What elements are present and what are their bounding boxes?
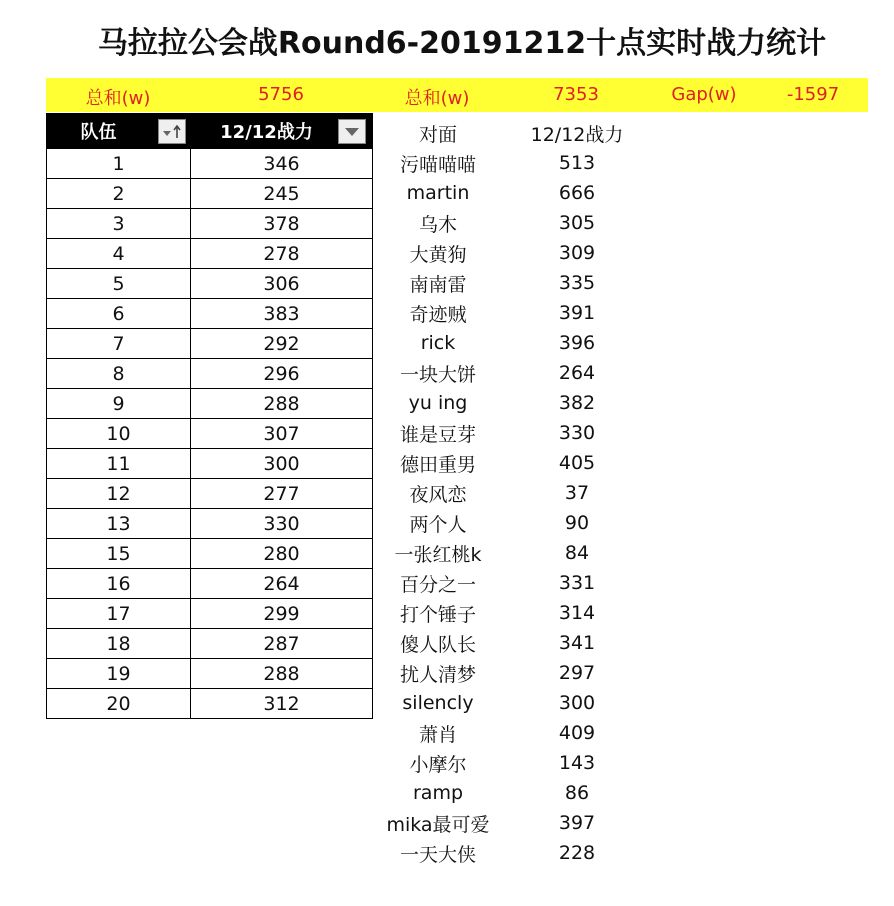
- opponent-power: 341: [558, 632, 596, 654]
- opponent-list: [374, 148, 652, 868]
- opponent-power: 90: [564, 512, 590, 534]
- team-power-cell: 278: [191, 239, 373, 269]
- sort-filter-icon-glyph: [162, 125, 182, 139]
- team-power-cell: 330: [191, 509, 373, 539]
- table-row: [47, 299, 373, 329]
- team-number-cell: 12: [47, 479, 191, 509]
- table-header-row: [47, 114, 373, 149]
- list-item: [374, 478, 652, 508]
- header-power: [191, 114, 373, 149]
- opponent-name: 扰人清梦: [399, 663, 476, 686]
- list-item: [374, 568, 652, 598]
- team-power-cell: 292: [191, 329, 373, 359]
- team-number-cell: 5: [47, 269, 191, 299]
- opponent-name: 南南雷: [409, 273, 467, 296]
- opponent-name: 打个锤子: [399, 603, 476, 626]
- opponent-name: 萧肖: [418, 723, 457, 746]
- list-item: [374, 328, 652, 358]
- team-power-cell: 245: [191, 179, 373, 209]
- team-number-cell: 11: [47, 449, 191, 479]
- header-team: [47, 114, 191, 149]
- opponent-power: 309: [558, 242, 596, 264]
- opponent-name: 小摩尔: [409, 753, 467, 776]
- opponent-power: 331: [558, 572, 596, 594]
- opponent-name: mika最可爱: [386, 813, 490, 836]
- team-power-cell: 280: [191, 539, 373, 569]
- opponent-name: 大黄狗: [409, 243, 467, 266]
- opponent-power: 264: [558, 362, 596, 384]
- team-number-cell: 10: [47, 419, 191, 449]
- team-number-cell: 1: [47, 149, 191, 179]
- opponent-power: 305: [558, 212, 596, 234]
- opponent-power: 409: [558, 722, 596, 744]
- filter-dropdown-icon-glyph: [344, 127, 360, 137]
- team-number-cell: 4: [47, 239, 191, 269]
- team-number-cell: 17: [47, 599, 191, 629]
- opponent-header-power: 12/12战力: [530, 124, 624, 146]
- list-item: [374, 388, 652, 418]
- opponent-name: 百分之一: [399, 573, 476, 596]
- list-item: [374, 538, 652, 568]
- table-row: [47, 509, 373, 539]
- table-row: [47, 629, 373, 659]
- table-row: [47, 149, 373, 179]
- opponent-name: 污喵喵喵: [399, 153, 476, 176]
- opponent-power: 396: [558, 332, 596, 354]
- table-row: [47, 479, 373, 509]
- opponent-power: 297: [558, 662, 596, 684]
- team-power-cell: 277: [191, 479, 373, 509]
- opponent-power: 300: [558, 692, 596, 714]
- list-item: [374, 238, 652, 268]
- sort-filter-icon[interactable]: [158, 119, 186, 144]
- table-row: [47, 449, 373, 479]
- list-item: [374, 598, 652, 628]
- opponent-name: rick: [420, 332, 456, 354]
- opponent-power: 143: [558, 752, 596, 774]
- list-item: [374, 748, 652, 778]
- list-item: [374, 178, 652, 208]
- team-power-cell: 288: [191, 659, 373, 689]
- opponent-header-name: 对面: [418, 124, 457, 146]
- total-value-right: 7353: [553, 84, 599, 105]
- opponent-name: 一张红桃k: [394, 543, 482, 566]
- team-number-cell: 6: [47, 299, 191, 329]
- team-power-cell: 378: [191, 209, 373, 239]
- team-power-cell: 264: [191, 569, 373, 599]
- team-number-cell: 19: [47, 659, 191, 689]
- list-item: [374, 688, 652, 718]
- team-power-cell: 306: [191, 269, 373, 299]
- opponent-name: 两个人: [409, 513, 467, 536]
- opponent-power: 335: [558, 272, 596, 294]
- list-item: [374, 448, 652, 478]
- opponent-power: 86: [564, 782, 590, 804]
- opponent-power: 405: [558, 452, 596, 474]
- table-row: [47, 419, 373, 449]
- team-power-table: [46, 113, 373, 719]
- list-item: [374, 268, 652, 298]
- list-item: [374, 628, 652, 658]
- opponent-power: 37: [564, 482, 590, 504]
- gap-label: Gap(w): [671, 84, 737, 105]
- opponent-name: 乌木: [418, 213, 457, 236]
- opponent-name: 一块大饼: [399, 363, 476, 386]
- opponent-name: silencly: [402, 692, 474, 714]
- team-number-cell: 15: [47, 539, 191, 569]
- team-number-cell: 16: [47, 569, 191, 599]
- team-number-cell: 20: [47, 689, 191, 719]
- opponent-name: 傻人队长: [399, 633, 476, 656]
- team-number-cell: 2: [47, 179, 191, 209]
- team-power-cell: 300: [191, 449, 373, 479]
- table-row: [47, 359, 373, 389]
- team-table-body: [47, 149, 373, 719]
- header-team-label: 队伍: [80, 122, 117, 143]
- opponent-power: 666: [558, 182, 596, 204]
- team-power-cell: 346: [191, 149, 373, 179]
- opponent-name: martin: [406, 182, 470, 204]
- table-row: [47, 539, 373, 569]
- team-power-cell: 296: [191, 359, 373, 389]
- opponent-name: ramp: [412, 782, 464, 804]
- team-number-cell: 18: [47, 629, 191, 659]
- team-power-cell: 287: [191, 629, 373, 659]
- team-power-cell: 307: [191, 419, 373, 449]
- list-item: [374, 658, 652, 688]
- team-number-cell: 3: [47, 209, 191, 239]
- opponent-power: 397: [558, 812, 596, 834]
- opponent-name: 德田重男: [399, 453, 476, 476]
- team-power-cell: 288: [191, 389, 373, 419]
- table-row: [47, 389, 373, 419]
- header-power-label: 12/12战力: [220, 122, 313, 143]
- list-item: [374, 718, 652, 748]
- opponent-name: 一天大侠: [399, 843, 476, 866]
- table-row: [47, 569, 373, 599]
- total-value-left: 5756: [258, 84, 304, 105]
- list-item: [374, 418, 652, 448]
- table-row: [47, 659, 373, 689]
- team-power-cell: 383: [191, 299, 373, 329]
- list-item: [374, 508, 652, 538]
- opponent-power: 382: [558, 392, 596, 414]
- opponent-power: 228: [558, 842, 596, 864]
- team-number-cell: 8: [47, 359, 191, 389]
- gap-value: -1597: [786, 84, 840, 105]
- team-number-cell: 9: [47, 389, 191, 419]
- table-row: [47, 179, 373, 209]
- opponent-power: 513: [558, 152, 596, 174]
- opponent-power: 314: [558, 602, 596, 624]
- list-item: [374, 808, 652, 838]
- opponent-name: 夜风恋: [409, 483, 467, 506]
- table-row: [47, 209, 373, 239]
- list-item: [374, 838, 652, 868]
- page-title: 马拉拉公会战Round6-20191212十点实时战力统计: [97, 26, 827, 61]
- team-power-cell: 312: [191, 689, 373, 719]
- opponent-name: 奇迹贼: [409, 303, 467, 326]
- list-item: [374, 298, 652, 328]
- opponent-power: 391: [558, 302, 596, 324]
- opponent-power: 84: [564, 542, 590, 564]
- list-item: [374, 208, 652, 238]
- opponent-power: 330: [558, 422, 596, 444]
- list-item: [374, 358, 652, 388]
- team-number-cell: 7: [47, 329, 191, 359]
- list-item: [374, 778, 652, 808]
- table-row: [47, 599, 373, 629]
- list-item: [374, 148, 652, 178]
- table-row: [47, 239, 373, 269]
- team-power-cell: 299: [191, 599, 373, 629]
- opponent-name: 谁是豆芽: [399, 423, 476, 446]
- total-label-right: 总和(w): [404, 88, 470, 109]
- opponent-name: yu ing: [408, 392, 468, 414]
- team-number-cell: 13: [47, 509, 191, 539]
- table-row: [47, 329, 373, 359]
- total-label-left: 总和(w): [85, 88, 151, 109]
- filter-dropdown-icon[interactable]: [338, 119, 366, 144]
- table-row: [47, 689, 373, 719]
- summary-bar: [46, 78, 868, 112]
- table-row: [47, 269, 373, 299]
